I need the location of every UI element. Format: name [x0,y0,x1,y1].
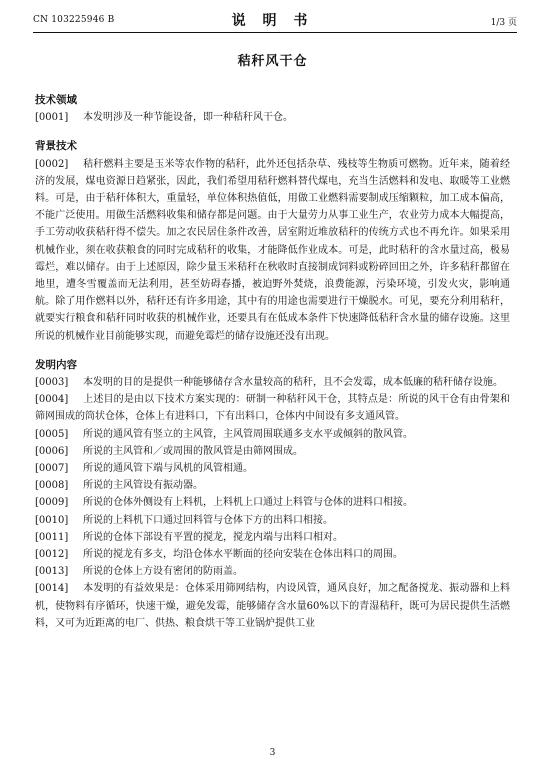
paragraph-number: [0013] [35,566,69,578]
paragraph-text: 本发明的目的是提供一种能够储存含水量较高的秸秆，且不会发霉，成本低廉的秸秆储存设施。 [83,377,503,389]
paragraph-number: [0011] [35,531,69,543]
paragraph [35,460,510,477]
page-number: 3 [269,748,276,758]
paragraph-text: 上述目的是由以下技术方案实现的：研制一种秸秆风干仓，其特点是：所说的风干仓有由骨架和筛网围成的筒状仓体，仓体上有进料口，下有出料口，仓体内中间设有多支通风管。 [35,394,510,423]
paragraph [35,494,510,511]
paragraph [35,529,510,546]
page-header [0,0,545,40]
paragraph-number: [0009] [35,497,69,509]
paragraph-text: 所说的仓体下部设有平置的搅龙，搅龙内端与出料口相对。 [83,531,343,543]
paragraph-text: 所说的主风管和／或周围的散风管是由筛网围成。 [83,445,303,457]
paragraph-number: [0007] [35,463,69,475]
paragraph-number: [0006] [35,445,69,457]
paragraph [35,546,510,563]
section-heading-summary: 发明内容 [35,358,77,371]
section-heading-background: 背景技术 [35,140,77,153]
paragraph-number: [0005] [35,428,69,440]
header-divider [33,32,517,33]
paragraph [35,109,510,126]
paragraph [35,391,510,425]
document-body [35,92,510,632]
paragraph-text: 所说的主风管设有振动器。 [83,480,203,492]
paragraph-number: [0002] [35,158,69,170]
paragraph [35,563,510,580]
paragraph-text: 所说的通风管有竖立的主风管，主风管周围联通多支水平或倾斜的散风管。 [83,428,413,440]
paragraph-text: 本发明涉及一种节能设备，即一种秸秆风干仓。 [83,112,293,124]
paragraph-text: 秸秆燃料主要是玉米等农作物的秸秆，此外还包括杂草、残枝等生物质可燃物。近年来，随着经济的发展，煤电资源日趋紧张，因此，我们希望用秸秆燃料替代煤电，充当生活燃料和发电、取暖等工业燃料。可是，由于秸秆体积大，重量轻，单位体积热值低，用做工业燃料需要制成压缩颗粒，加工成本偏高，不能广泛使用。用做生活燃料收集和储存都是问题。由于大量劳力从事工业生产，农业劳力成本大幅提高，手工劳动收获秸秆得不偿失。加之农民居住条件改善，居室附近堆放秸秆的传统方式也不再允许。如果采用机械作业，须在收获粮食的同时完成秸秆的收集，才能降低作业成本。可是，此时秸秆的含水量过高，极易霉烂，难以储存。由于上述原因，除少量玉米秸秆在秋收时直接制成饲料或粉碎回田之外，许多秸秆都留在地里，遭冬雪覆盖而无法利用，甚至妨碍春播，被迫野外焚烧，浪费能源，污染环境，引发火灾，影响通航。除了用作燃料以外，秸秆还有许多用途，其中有的用途也需要进行干燥脱水。可见，要充分利用秸秆，就要实行粮食和秸秆同时收获的机械作业，还要具有在低成本条件下快速降低秸秆含水量的储存设施。这里所说的机械作业目前能够实现，而避免霉烂的储存设施还没有出现。 [35,158,510,342]
paragraph-number: [0001] [35,112,69,124]
paragraph [35,512,510,529]
page-indicator: 1/3 页 [490,18,517,28]
paragraph-text: 所说的通风管下端与风机的风管相通。 [83,463,253,475]
paragraph-text: 所说的上料机下口通过回料管与仓体下方的出料口相接。 [83,514,333,526]
paragraph [35,443,510,460]
paragraph-number: [0010] [35,514,69,526]
patent-number: CN 103225946 B [33,15,115,25]
paragraph-number: [0008] [35,480,69,492]
paragraph-number: [0003] [35,377,69,389]
document-type: 说 明 书 [231,13,314,29]
paragraph-number: [0014] [35,583,69,595]
paragraph-text: 所说的搅龙有多支，均沿仓体水平断面的径向安装在仓体出料口的周围。 [83,549,403,561]
paragraph-text: 所说的仓体外侧设有上料机，上料机上口通过上料管与仓体的进料口相接。 [83,497,413,509]
paragraph [35,156,510,345]
paragraph-text: 本发明的有益效果是：仓体采用筛网结构，内设风管，通风良好，加之配备搅龙、振动器和上料机，使物料有序循环，快速干燥，避免发霉，能够储存含水量60%以下的青湿秸秆，既可为居民提供生活燃料，又可为近距离的电厂、供热、粮食烘干等工业锅炉提供工业 [35,583,510,629]
paragraph [35,426,510,443]
paragraph-text: 所说的仓体上方设有密闭的防雨盖。 [83,566,243,578]
document-title: 秸秆风干仓 [237,54,308,69]
paragraph-number: [0004] [35,394,69,406]
section-heading-tech-field: 技术领域 [35,94,77,106]
paragraph-number: [0012] [35,549,69,561]
paragraph [35,374,510,391]
paragraph [35,477,510,494]
paragraph [35,580,510,632]
